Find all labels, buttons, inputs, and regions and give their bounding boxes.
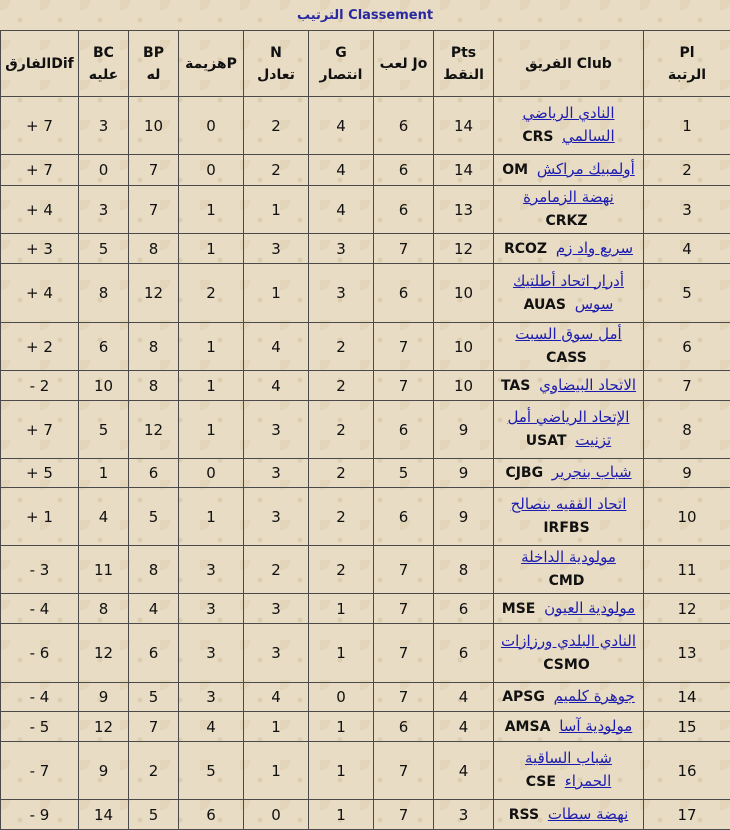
n-cell: 3 [244, 401, 309, 459]
club-cell [494, 594, 644, 624]
club-name-link[interactable]: مولودية آسا [559, 717, 632, 735]
jo-cell: 6 [374, 186, 434, 234]
club-name-link[interactable]: مولودية الداخلة [521, 548, 616, 566]
bp-cell: 5 [129, 800, 179, 830]
g-cell: 3 [309, 264, 374, 323]
p-cell: 2 [179, 264, 244, 323]
bc-cell: 4 [79, 488, 129, 546]
n-cell: 2 [244, 155, 309, 186]
club-name-link[interactable]: أولمبيك مراكش [537, 160, 635, 178]
header-club-label: الفريق Club [494, 53, 643, 75]
n-cell: 3 [244, 234, 309, 264]
dif-cell: + 4 [1, 186, 79, 234]
p-cell: 3 [179, 683, 244, 712]
club-cell [494, 546, 644, 594]
bc-cell: 12 [79, 712, 129, 742]
table-row [1, 459, 730, 488]
pl-cell: 2 [644, 155, 730, 186]
n-cell: 2 [244, 97, 309, 155]
dif-cell: + 2 [1, 323, 79, 371]
club-cell [494, 186, 644, 234]
club-cell [494, 401, 644, 459]
club-cell [494, 459, 644, 488]
bc-cell: 9 [79, 683, 129, 712]
club-name-link[interactable]: جوهرة كلميم [554, 687, 635, 705]
club-cell [494, 683, 644, 712]
table-row [1, 624, 730, 683]
bc-cell: 8 [79, 264, 129, 323]
bp-cell: 8 [129, 371, 179, 401]
table-row [1, 155, 730, 186]
table-row [1, 546, 730, 594]
bc-cell: 0 [79, 155, 129, 186]
header-bp-line-1: له [129, 64, 178, 86]
n-cell: 4 [244, 371, 309, 401]
club-cell [494, 624, 644, 683]
header-n-line-0: N [244, 42, 308, 64]
club-name-link[interactable]: النادي البلدي ورزازات [501, 632, 636, 650]
n-cell: 3 [244, 594, 309, 624]
table-row [1, 683, 730, 712]
bp-cell: 2 [129, 742, 179, 800]
pts-cell: 10 [434, 371, 494, 401]
header-pl [644, 31, 730, 97]
g-cell: 2 [309, 459, 374, 488]
jo-cell: 7 [374, 624, 434, 683]
bc-cell: 3 [79, 97, 129, 155]
club-abbr: MSE [502, 601, 536, 617]
p-cell: 1 [179, 234, 244, 264]
header-pl-line-0: Pl [644, 42, 730, 64]
club-name-link[interactable]: أمل سوق السبت [515, 325, 621, 343]
n-cell: 4 [244, 323, 309, 371]
g-cell: 1 [309, 800, 374, 830]
jo-cell: 6 [374, 488, 434, 546]
pl-cell: 6 [644, 323, 730, 371]
header-bc-line-0: BC [79, 42, 128, 64]
p-cell: 1 [179, 186, 244, 234]
p-cell: 1 [179, 401, 244, 459]
n-cell: 3 [244, 488, 309, 546]
table-row [1, 800, 730, 830]
club-abbr: CRKZ [545, 213, 587, 229]
g-cell: 2 [309, 401, 374, 459]
bp-cell: 12 [129, 264, 179, 323]
bc-cell: 14 [79, 800, 129, 830]
n-cell: 1 [244, 186, 309, 234]
club-cell [494, 800, 644, 830]
header-n-line-1: تعادل [244, 64, 308, 86]
g-cell: 2 [309, 546, 374, 594]
header-bp [129, 31, 179, 97]
table-row [1, 712, 730, 742]
club-cell [494, 712, 644, 742]
jo-cell: 7 [374, 594, 434, 624]
dif-cell: + 4 [1, 264, 79, 323]
pl-cell: 14 [644, 683, 730, 712]
n-cell: 0 [244, 800, 309, 830]
club-abbr: CRS [522, 129, 553, 145]
header-n [244, 31, 309, 97]
club-abbr: CSE [526, 774, 556, 790]
p-cell: 0 [179, 155, 244, 186]
dif-cell: + 7 [1, 401, 79, 459]
n-cell: 1 [244, 712, 309, 742]
pl-cell: 13 [644, 624, 730, 683]
header-g-line-0: G [309, 42, 373, 64]
bp-cell: 5 [129, 488, 179, 546]
dif-cell: + 1 [1, 488, 79, 546]
header-jo [374, 31, 434, 97]
header-g [309, 31, 374, 97]
g-cell: 1 [309, 624, 374, 683]
pts-cell: 12 [434, 234, 494, 264]
pl-cell: 8 [644, 401, 730, 459]
bp-cell: 4 [129, 594, 179, 624]
n-cell: 1 [244, 264, 309, 323]
club-name-link[interactable]: شباب الساقية الحمراء [525, 749, 612, 790]
pts-cell: 8 [434, 546, 494, 594]
pts-cell: 4 [434, 742, 494, 800]
header-bp-line-0: BP [129, 42, 178, 64]
header-bc-line-1: عليه [79, 64, 128, 86]
dif-cell: - 9 [1, 800, 79, 830]
p-cell: 1 [179, 371, 244, 401]
club-abbr: CASS [546, 350, 587, 366]
n-cell: 2 [244, 546, 309, 594]
table-row [1, 97, 730, 155]
n-cell: 3 [244, 459, 309, 488]
club-abbr: TAS [501, 378, 530, 394]
pts-cell: 9 [434, 459, 494, 488]
club-name-link[interactable]: الإتحاد الرياضي أمل تزنيت [508, 408, 630, 449]
club-name-link[interactable]: النادي الرياضي السالمي [522, 104, 614, 145]
p-cell: 0 [179, 97, 244, 155]
pl-cell: 12 [644, 594, 730, 624]
jo-cell: 6 [374, 264, 434, 323]
bp-cell: 6 [129, 459, 179, 488]
standings-table [0, 30, 730, 830]
pts-cell: 10 [434, 264, 494, 323]
bc-cell: 10 [79, 371, 129, 401]
club-abbr: AMSA [505, 719, 551, 735]
club-name-link[interactable]: اتحاد الفقيه بنصالح [511, 495, 627, 513]
club-name-link[interactable]: أدرار اتحاد أطلتيك سوس [513, 272, 624, 313]
jo-cell: 7 [374, 742, 434, 800]
club-abbr: APSG [502, 689, 545, 705]
header-dif [1, 31, 79, 97]
g-cell: 2 [309, 488, 374, 546]
jo-cell: 6 [374, 712, 434, 742]
club-cell [494, 155, 644, 186]
dif-cell: + 3 [1, 234, 79, 264]
pl-cell: 16 [644, 742, 730, 800]
club-abbr: RSS [509, 807, 539, 823]
club-cell [494, 371, 644, 401]
club-abbr: AUAS [524, 297, 566, 313]
g-cell: 1 [309, 594, 374, 624]
pts-cell: 9 [434, 488, 494, 546]
table-row [1, 264, 730, 323]
jo-cell: 7 [374, 546, 434, 594]
p-cell: 1 [179, 323, 244, 371]
bp-cell: 7 [129, 186, 179, 234]
pl-cell: 1 [644, 97, 730, 155]
dif-cell: - 3 [1, 546, 79, 594]
dif-cell: + 7 [1, 155, 79, 186]
pl-cell: 4 [644, 234, 730, 264]
bp-cell: 10 [129, 97, 179, 155]
pl-cell: 10 [644, 488, 730, 546]
header-pl-line-1: الرتبة [644, 64, 730, 86]
club-cell [494, 323, 644, 371]
table-row [1, 401, 730, 459]
club-name-link[interactable]: شباب بنجرير [552, 463, 632, 481]
bc-cell: 1 [79, 459, 129, 488]
header-pts [434, 31, 494, 97]
bp-cell: 8 [129, 234, 179, 264]
pl-cell: 3 [644, 186, 730, 234]
header-pts-line-1: النقط [434, 64, 493, 86]
dif-cell: - 4 [1, 594, 79, 624]
g-cell: 3 [309, 234, 374, 264]
club-name-link[interactable]: الاتحاد البيضاوي [539, 376, 636, 394]
dif-cell: - 2 [1, 371, 79, 401]
header-p [179, 31, 244, 97]
pl-cell: 11 [644, 546, 730, 594]
p-cell: 3 [179, 546, 244, 594]
jo-cell: 6 [374, 97, 434, 155]
n-cell: 3 [244, 624, 309, 683]
bc-cell: 12 [79, 624, 129, 683]
g-cell: 2 [309, 323, 374, 371]
p-cell: 5 [179, 742, 244, 800]
bc-cell: 5 [79, 401, 129, 459]
dif-cell: - 6 [1, 624, 79, 683]
g-cell: 1 [309, 712, 374, 742]
bp-cell: 8 [129, 546, 179, 594]
club-abbr: CJBG [505, 465, 543, 481]
table-row [1, 371, 730, 401]
n-cell: 1 [244, 742, 309, 800]
dif-cell: + 7 [1, 97, 79, 155]
club-abbr: USAT [526, 433, 567, 449]
pts-cell: 14 [434, 155, 494, 186]
club-cell [494, 264, 644, 323]
club-abbr: CMD [549, 573, 585, 589]
header-p-label: هزيمةP [179, 53, 243, 75]
pl-cell: 5 [644, 264, 730, 323]
g-cell: 4 [309, 97, 374, 155]
bp-cell: 7 [129, 155, 179, 186]
pl-cell: 17 [644, 800, 730, 830]
jo-cell: 7 [374, 234, 434, 264]
dif-cell: - 7 [1, 742, 79, 800]
pts-cell: 9 [434, 401, 494, 459]
pts-cell: 6 [434, 624, 494, 683]
club-cell [494, 742, 644, 800]
p-cell: 0 [179, 459, 244, 488]
pts-cell: 3 [434, 800, 494, 830]
header-bc [79, 31, 129, 97]
jo-cell: 5 [374, 459, 434, 488]
header-jo-label: لعب Jo [374, 53, 433, 75]
p-cell: 3 [179, 624, 244, 683]
g-cell: 4 [309, 186, 374, 234]
bc-cell: 3 [79, 186, 129, 234]
header-club [494, 31, 644, 97]
table-row [1, 186, 730, 234]
p-cell: 1 [179, 488, 244, 546]
pts-cell: 4 [434, 712, 494, 742]
jo-cell: 7 [374, 683, 434, 712]
club-abbr: IRFBS [543, 520, 589, 536]
g-cell: 1 [309, 742, 374, 800]
bp-cell: 8 [129, 323, 179, 371]
jo-cell: 6 [374, 155, 434, 186]
jo-cell: 6 [374, 401, 434, 459]
bc-cell: 9 [79, 742, 129, 800]
p-cell: 4 [179, 712, 244, 742]
g-cell: 2 [309, 371, 374, 401]
pl-cell: 7 [644, 371, 730, 401]
table-row [1, 323, 730, 371]
table-row [1, 742, 730, 800]
table-row [1, 234, 730, 264]
pts-cell: 14 [434, 97, 494, 155]
n-cell: 4 [244, 683, 309, 712]
dif-cell: - 4 [1, 683, 79, 712]
g-cell: 4 [309, 155, 374, 186]
club-name-link[interactable]: سريع واد زم [556, 239, 633, 257]
header-row [1, 31, 730, 97]
header-dif-label: الفارقDif [1, 53, 78, 75]
bc-cell: 6 [79, 323, 129, 371]
bp-cell: 7 [129, 712, 179, 742]
club-cell [494, 234, 644, 264]
p-cell: 6 [179, 800, 244, 830]
pts-cell: 4 [434, 683, 494, 712]
bc-cell: 11 [79, 546, 129, 594]
bp-cell: 12 [129, 401, 179, 459]
pts-cell: 10 [434, 323, 494, 371]
table-title: الترتيب Classement [0, 8, 730, 23]
bp-cell: 6 [129, 624, 179, 683]
header-g-line-1: انتصار [309, 64, 373, 86]
pts-cell: 6 [434, 594, 494, 624]
club-abbr: RCOZ [504, 241, 547, 257]
pl-cell: 9 [644, 459, 730, 488]
jo-cell: 7 [374, 371, 434, 401]
bc-cell: 8 [79, 594, 129, 624]
club-abbr: CSMO [543, 657, 589, 673]
table-row [1, 488, 730, 546]
club-name-link[interactable]: مولودية العيون [544, 599, 635, 617]
jo-cell: 7 [374, 323, 434, 371]
dif-cell: + 5 [1, 459, 79, 488]
p-cell: 3 [179, 594, 244, 624]
dif-cell: - 5 [1, 712, 79, 742]
club-abbr: OM [502, 162, 528, 178]
g-cell: 0 [309, 683, 374, 712]
table-row [1, 594, 730, 624]
club-name-link[interactable]: نهضة الزمامرة [523, 188, 614, 206]
bc-cell: 5 [79, 234, 129, 264]
header-pts-line-0: Pts [434, 42, 493, 64]
pl-cell: 15 [644, 712, 730, 742]
club-cell [494, 97, 644, 155]
jo-cell: 7 [374, 800, 434, 830]
bp-cell: 5 [129, 683, 179, 712]
club-cell [494, 488, 644, 546]
club-name-link[interactable]: نهضة سطات [548, 805, 628, 823]
pts-cell: 13 [434, 186, 494, 234]
